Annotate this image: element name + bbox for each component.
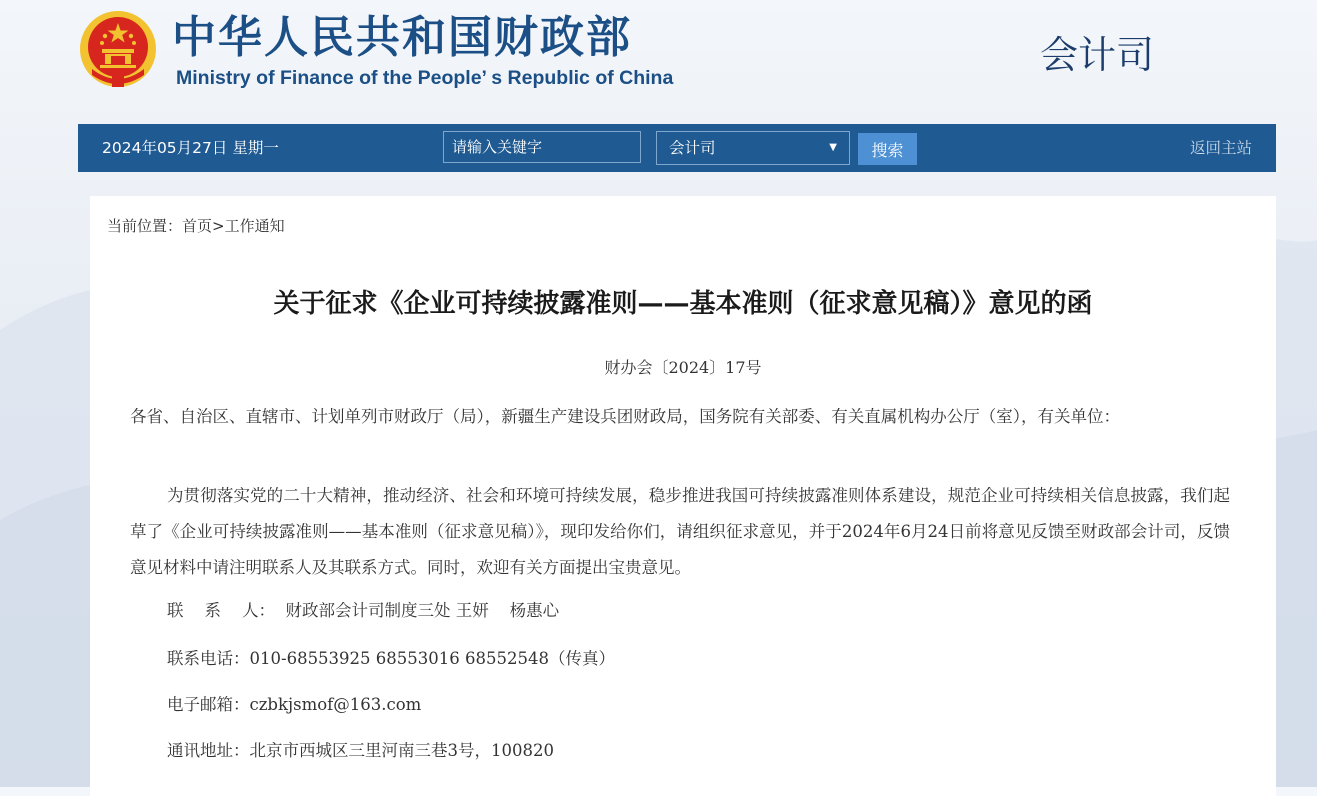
article-panel — [90, 196, 1276, 796]
document-number: 财办会〔2024〕17号 — [604, 358, 762, 377]
article-title: 关于征求《企业可持续披露准则——基本准则（征求意见稿）》意见的函 — [273, 289, 1093, 319]
search-scope-value: 会计司 — [669, 139, 716, 157]
breadcrumb-current-link[interactable]: 工作通知 — [224, 217, 285, 235]
contact-address: 通讯地址：北京市西城区三里河南三巷3号，100820 — [167, 741, 554, 760]
breadcrumb-home-link[interactable]: 首页 — [182, 217, 213, 235]
body-paragraph: 为贯彻落实党的二十大精神，推动经济、社会和环境可持续发展，稳步推进我国可持续披露准则体系建设，规范企业可持续相关信息披露，我们起草了《企业可持续披露准则——基本准则（征求意见稿）》，现印发给你们，请组织征求意见，并于2024年6月24日前将意见反馈至财政部会计司，反馈意见材料中请注明联系人及其联系方式。同时，欢迎有关方面提出宝贵意见。 — [130, 486, 1230, 577]
search-input[interactable] — [443, 131, 641, 163]
current-date: 2024年05月27日 星期一 — [102, 139, 279, 157]
search-scope-select[interactable] — [656, 131, 850, 165]
return-home-link[interactable]: 返回主站 — [1189, 139, 1252, 157]
site-title-english: Ministry of Finance of the People’ s Republic of China — [176, 67, 674, 89]
breadcrumb-separator: > — [212, 217, 225, 235]
contact-phone: 联系电话：010-68553925 68553016 68552548（传真） — [167, 649, 616, 668]
breadcrumb — [107, 214, 285, 238]
salutation-paragraph: 各省、自治区、直辖市、计划单列市财政厅（局），新疆生产建设兵团财政局，国务院有关部委、有关直属机构办公厅（室），有关单位： — [130, 407, 1120, 426]
top-nav-bar — [78, 124, 1276, 172]
contact-email: 电子邮箱：czbkjsmof@163.com — [167, 695, 422, 714]
national-emblem-icon — [78, 9, 158, 91]
caret-down-icon: ▼ — [829, 142, 837, 153]
contact-persons: 联 系 人： 财政部会计司制度三处 王妍 杨惠心 — [167, 601, 560, 620]
breadcrumb-prefix: 当前位置： — [107, 217, 183, 235]
site-title: 中华人民共和国财政部 — [172, 12, 632, 63]
search-button[interactable]: 搜索 — [858, 133, 917, 165]
site-header — [0, 0, 1317, 120]
department-name: 会计司 — [1040, 33, 1155, 77]
